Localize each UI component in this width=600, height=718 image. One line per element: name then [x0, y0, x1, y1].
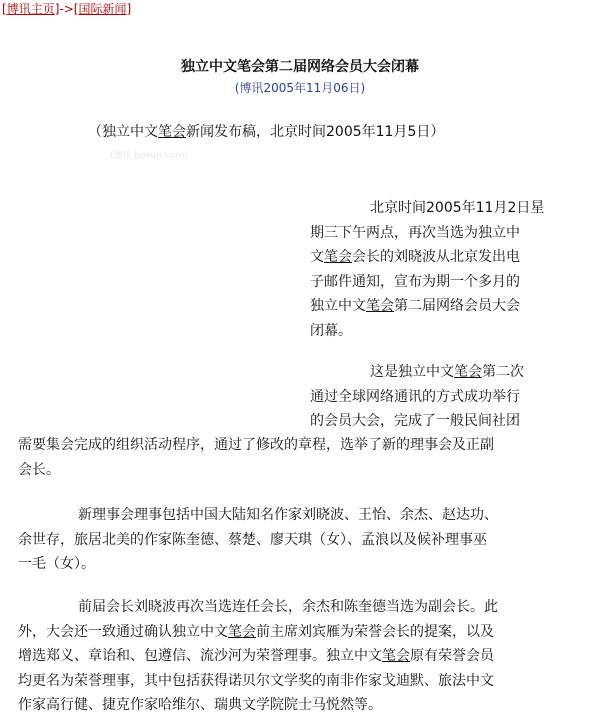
p1-l3-text-c: 会长的刘晓波从北京发出电: [352, 249, 520, 265]
p4-l3-text-a: 增选郑义、章诒和、包遵信、流沙河为荣誉理事。独立中文: [18, 648, 382, 664]
p2-l1-text-c: 第二次: [482, 364, 524, 380]
p4-bihui-link[interactable]: 笔会: [228, 623, 256, 640]
p1-line-2: 期三下午两点，再次当选为独立中: [310, 224, 520, 241]
breadcrumb: [2, 1, 131, 17]
p4-l2-text-c: 前主席刘宾雁为荣誉会长的提案，以及: [256, 623, 494, 640]
p1-l5-text-c: 第二届网络会员大会: [394, 298, 520, 314]
paragraph-2-full: [18, 433, 578, 482]
watermark: (博讯 boxun.com): [110, 151, 188, 161]
lead-suffix: 新闻发布稿，北京时间2005年11月5日）: [186, 124, 445, 140]
p3-line-3: 一毛（女）。: [18, 556, 95, 572]
p2-line-5: 会长。: [18, 461, 60, 478]
p4-l2-text-a: 外，大会还一致通过确认独立中文: [18, 623, 228, 640]
p4-line-5: 作家高行健、捷克作家哈维尔、瑞典文学院院士马悦然等。: [18, 697, 382, 713]
p4-bihui-link-2[interactable]: 笔会: [382, 648, 410, 664]
article-lead: [88, 121, 444, 143]
lead-prefix: （独立中文: [88, 124, 158, 140]
breadcrumb-open: [: [2, 2, 7, 16]
p1-bihui-link-2[interactable]: 笔会: [366, 298, 394, 314]
p4-line-3: [18, 644, 578, 669]
breadcrumb-close: ]: [126, 2, 132, 16]
lead-bihui-link[interactable]: 笔会: [158, 124, 186, 140]
p1-line-3: [310, 245, 562, 270]
p2-line-2: 通过全球网络通讯的方式成功举行: [310, 388, 520, 405]
p2-line-4: 需要集会完成的组织活动程序，通过了修改的章程，选举了新的理事会及正副: [18, 437, 494, 453]
p1-line-1: 北京时间2005年11月2日星: [370, 200, 545, 216]
p2-l1-text-a: 这是独立中文: [370, 364, 454, 380]
breadcrumb-home-link[interactable]: 博讯主页: [6, 2, 55, 16]
p1-l3-text-a: 文: [310, 249, 324, 265]
p2-bihui-link[interactable]: 笔会: [454, 364, 482, 380]
article-title: 独立中文笔会第二届网络会员大会闭幕: [181, 59, 419, 75]
breadcrumb-separator: ]->[: [54, 2, 79, 16]
p2-line-3: 的会员大会，完成了一般民间社团: [310, 413, 520, 429]
p3-line-1: 新理事会理事包括中国大陆知名作家刘晓波、王怡、余杰、赵达功、: [78, 507, 498, 523]
p1-l5-text-a: 独立中文: [310, 298, 366, 314]
p1-line-4: 子邮件通知，宣布为期一个多月的: [310, 273, 520, 290]
p4-line-2: [18, 620, 578, 645]
paragraph-4: [18, 595, 578, 718]
p3-line-2: 余世存，旅居北美的作家陈奎德、蔡楚、廖天琪（女）、孟浪以及候补理事巫: [18, 531, 487, 548]
paragraph-2-right: [310, 360, 562, 434]
p4-l3-text-c: 原有荣誉会员: [410, 648, 494, 664]
p4-line-1: 前届会长刘晓波再次当选连任会长，余杰和陈奎德当选为副会长。此: [78, 599, 498, 615]
figure-placeholder: [18, 192, 288, 382]
breadcrumb-section-link[interactable]: 国际新闻: [78, 2, 127, 16]
p1-line-6: 闭幕。: [310, 322, 352, 339]
article-date: (博讯2005年11月06日): [234, 81, 366, 95]
p1-line-5: [310, 294, 562, 319]
paragraph-1: [310, 196, 562, 343]
p2-line-1: [310, 360, 562, 385]
p1-bihui-link[interactable]: 笔会: [324, 249, 352, 265]
p4-line-4: 均更名为荣誉理事，其中包括获得诺贝尔文学奖的南非作家戈迪默、旅法中文: [18, 672, 494, 689]
paragraph-3: [18, 503, 578, 577]
